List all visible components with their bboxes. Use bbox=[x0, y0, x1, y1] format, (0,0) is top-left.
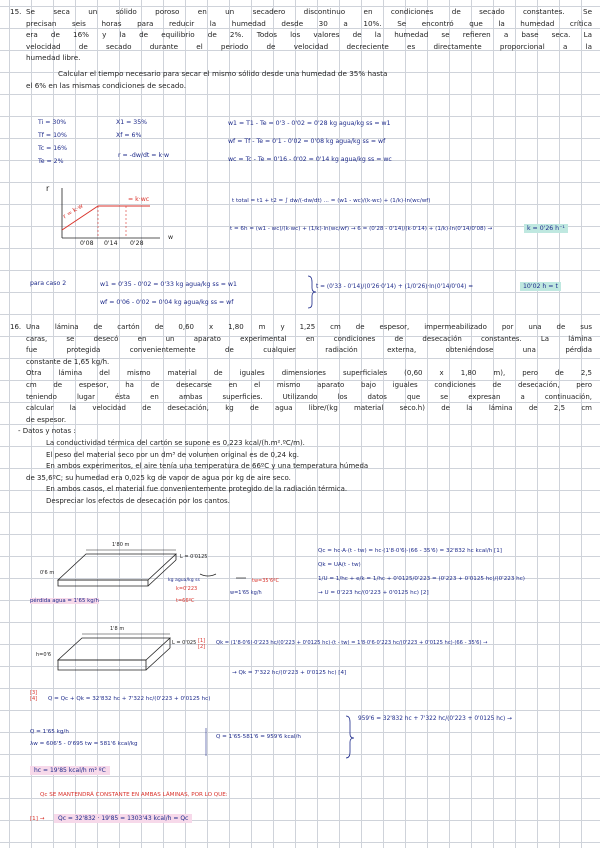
sheet2-width: 1'8 m bbox=[110, 626, 125, 632]
statement-line: constante de 1,65 kg/h. bbox=[26, 357, 110, 366]
q-value: Q = 1'65 kg/h bbox=[30, 729, 69, 735]
sheet2-thickness: L = 0'025 bbox=[172, 640, 197, 646]
note-line: En ambos experimentos, el aire tenía una temperatura de 66ºC y una temperatura húmeda bbox=[46, 462, 369, 471]
sheet1-width: 1'80 m bbox=[112, 542, 130, 548]
sheet1-tw: tw=35'6ºC bbox=[252, 578, 280, 584]
sheet1-k: k=0'223 bbox=[176, 586, 198, 592]
statement-line: humedad libre. bbox=[26, 53, 81, 63]
problem-number: 16. bbox=[10, 323, 22, 331]
statement-line: cm de espesor, ha de desecarse en el mismo aparato bajo iguales condiciones de desecación, pero bbox=[26, 380, 592, 389]
q-total: Q = Qc + Qk = 32'832 hc + 7'322 hc/(0'223 + 0'0125 hc) bbox=[48, 696, 211, 702]
sheet1-w: w=1'65 kg/h bbox=[230, 590, 262, 596]
qk-equation: Qk = (1'8·0'6)·0'223 hc/(0'223 + 0'0125 hc)·(t - tw) = 1'8·0'6·0'223 hc/(0'223 + 0'0125 hc)·(66 - 35'6) → bbox=[216, 640, 488, 646]
statement-line: Una lámina de cartón de 0,60 x 1,80 m y 1,25 cm de espesor, impermeabilizado por una de sus bbox=[26, 323, 592, 331]
graph-const-label: = k·wc bbox=[128, 196, 150, 203]
sheet1-thickness: L = 0'0125 bbox=[180, 554, 208, 560]
sheet1-kg: kg agua/kg ss bbox=[168, 578, 200, 583]
statement-line: precisan seis horas para reducir la humedad desde 30 a 10%. Se encontró que la humedad crítica bbox=[26, 18, 592, 28]
question-line: el 6% en las mismas condiciones de secado. bbox=[26, 80, 186, 90]
q-calc: Q = 1'65·581'6 = 959'6 kcal/h bbox=[216, 734, 301, 740]
given-tf: Tf = 10% bbox=[38, 132, 67, 139]
given-x1: X1 = 35% bbox=[116, 119, 148, 126]
statement-line: Otra lámina del mismo material de iguales dimensiones superficiales (0,60 x 1,80 m), pero de 2,5 bbox=[26, 369, 592, 378]
case2-w1: w1 = 0'35 - 0'02 = 0'33 kg agua/kg ss = w1 bbox=[100, 281, 237, 288]
note-line: La conductividad térmica del cartón se supone es 0,223 kcal/(h.m².ºC/m). bbox=[46, 438, 305, 447]
given-xf: Xf = 6% bbox=[116, 132, 142, 139]
k-result: k = 0'26 h⁻¹ bbox=[524, 224, 568, 233]
hc-result: hc = 19'85 kcal/h m² ºC bbox=[30, 766, 110, 775]
qk-tag: [1] [2] bbox=[198, 638, 206, 650]
qk-definition: Qk = UA(t - tw) bbox=[318, 562, 361, 568]
graph-tick: 0'14 bbox=[104, 240, 118, 247]
statement-line: de espesor. bbox=[26, 415, 67, 424]
question-line: Calcular el tiempo necesario para secar el mismo sólido desde una humedad de 35% hasta bbox=[58, 68, 388, 78]
final-tag: [1] → bbox=[30, 816, 45, 822]
problem-number: 15. bbox=[10, 7, 22, 16]
qk-result: → Qk = 7'322 hc/(0'223 + 0'0125 hc) [4] bbox=[232, 670, 347, 676]
sheet1-depth: 0'6 m bbox=[40, 570, 55, 576]
q-tag: [3] [4] bbox=[30, 690, 38, 702]
graph-decr-label: r = k·w bbox=[61, 202, 85, 221]
qc-equation: Qc = hc·A·(t - tw) = hc·(1'8·0'6)·(66 - 35'6) = 32'832 hc kcal/h [1] bbox=[318, 548, 502, 554]
statement-line: caras, se desecó en un aparato experimental en condiciones de desecación constantes. La lámina bbox=[26, 334, 592, 343]
sheet2-h: h=0'6 bbox=[36, 652, 52, 658]
statement-line: fue protegida convenientemente de cualquier radiación externa, obteniéndose una pérdida bbox=[26, 346, 592, 355]
graph-tick: 0'08 bbox=[80, 240, 94, 247]
wc-definition: wc = Tc - Te = 0'16 - 0'02 = 0'14 kg agua/kg ss = wc bbox=[228, 156, 392, 163]
q-equation: 959'6 = 32'832 hc + 7'322 hc/(0'223 + 0'0125 hc) → bbox=[358, 716, 513, 722]
given-te: Te = 2% bbox=[38, 158, 64, 165]
u-result: → U = 0'223 hc/(0'223 + 0'0125 hc) [2] bbox=[318, 590, 429, 596]
statement-line: teniendo lugar ésta en ambas superficies. Utilizando los datos que se expresan a continuación, bbox=[26, 392, 592, 401]
rate-definition: r = -dw/dt = k·w bbox=[118, 152, 170, 159]
wf-definition: wf = Tf - Te = 0'1 - 0'02 = 0'08 kg agua/kg ss = wf bbox=[228, 138, 386, 145]
red-note: Qc SE MANTENDRÁ CONSTANTE EN AMBAS LÁMINAS, POR LO QUE: bbox=[40, 792, 228, 798]
statement-line: calcular la velocidad de desecación, kg de agua libre/(kg material seco.h) de la lámina de 2,5 cm bbox=[26, 404, 592, 413]
graph-y-label: r bbox=[46, 184, 50, 193]
graph-x-label: w bbox=[168, 234, 174, 241]
case2-result: 10'02 h = t bbox=[520, 282, 561, 291]
case2-label: para caso 2 bbox=[30, 280, 67, 287]
case2-wf: wf = 0'06 - 0'02 = 0'04 kg agua/kg ss = wf bbox=[100, 299, 234, 306]
sheet1-t: t=66ºC bbox=[176, 598, 195, 604]
w1-definition: w1 = T1 - Te = 0'3 - 0'02 = 0'28 kg agua/kg ss = w1 bbox=[228, 120, 391, 127]
statement-line: velocidad de secado durante el periodo de velocidad decreciente es directamente proporcional a la bbox=[26, 41, 592, 51]
notes-title: - Datos y notas : bbox=[18, 427, 76, 436]
given-tc: Tc = 16% bbox=[38, 145, 67, 152]
final-result: Qc = 32'832 · 19'85 = 1303'43 kcal/h = Qc bbox=[54, 814, 192, 823]
note-line: El peso del material seco por un dm³ de volumen original es de 0,24 kg. bbox=[46, 450, 300, 459]
perdida-agua: pérdida agua = 1'65 kg/h bbox=[30, 598, 99, 604]
graph-tick: 0'28 bbox=[130, 240, 144, 247]
given-ti: Ti = 30% bbox=[38, 119, 67, 126]
lambda-w: λw = 606'5 - 0'695 tw = 581'6 kcal/kg bbox=[30, 741, 138, 747]
t-evaluation: t = 6h = (w1 - wc)/(k·wc) + (1/k)·ln(wc/wf) → 6 = (0'28 - 0'14)/(k·0'14) + (1/k)·ln(0'14/0'08) → bbox=[230, 226, 493, 232]
statement-line: Se seca un sólido poroso en un secadero discontinuo en condiciones de secado constantes. Se bbox=[26, 7, 592, 16]
note-line: En ambos casos, el material fue convenientemente protegido de la radiación térmica. bbox=[46, 485, 348, 494]
u-inverse: 1/U = 1/hc + e/k = 1/hc + 0'0125/0'223 = (0'223 + 0'0125 hc)/(0'223 hc) bbox=[318, 576, 525, 582]
note-line: Despreciar los efectos de desecación por los cantos. bbox=[46, 496, 230, 505]
statement-line: era de 16% y la de equilibrio de 2%. Todos los valores de la humedad se refieren a base seca. La bbox=[26, 30, 592, 40]
note-line: de 35,6ºC; su humedad era 0,025 kg de vapor de agua por kg de aire seco. bbox=[26, 473, 291, 482]
t-total-integral: t total = t1 + t2 = ∫ dw/(-dw/dt) ... = (w1 - wc)/(k·wc) + (1/k)·ln(wc/wf) bbox=[232, 198, 431, 204]
case2-t: t = (0'33 - 0'14)/(0'26·0'14) + (1/0'26)·ln(0'14/0'04) = bbox=[316, 284, 474, 290]
